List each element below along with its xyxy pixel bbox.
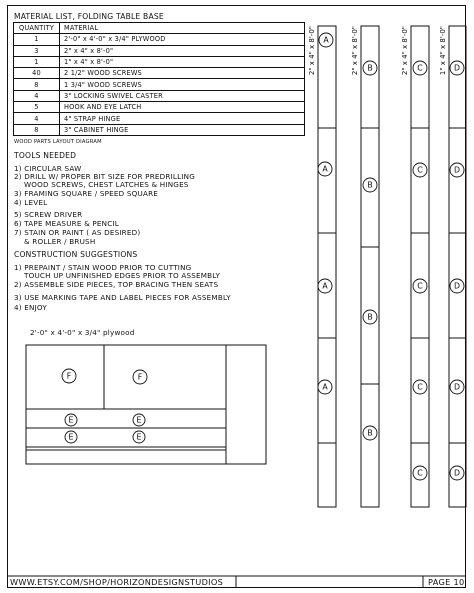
tool-line: 4) LEVEL	[14, 198, 48, 207]
plywood-label: 2'-0" x 4'-0" x 3/4" plywood	[30, 328, 135, 337]
material-cell: 3" CABINET HINGE	[60, 124, 305, 135]
column-header-quantity: QUANTITY	[14, 23, 60, 34]
construction-line: 1) PREPAINT / STAIN WOOD PRIOR TO CUTTING	[14, 263, 192, 272]
board-a	[318, 26, 336, 507]
construction-line: TOUCH UP UNFINISHED EDGES PRIOR TO ASSEMBLY	[24, 271, 221, 280]
board-size-label: 1" x 4" x 8'-0"	[439, 26, 447, 76]
board-size-label: 2" x 4" x 8'-0"	[308, 26, 316, 76]
construction-line: 4) ENJOY	[14, 303, 47, 312]
quantity-cell: 8	[14, 124, 60, 135]
tool-line: 6) TAPE MEASURE & PENCIL	[14, 219, 119, 228]
material-cell: 2" x 4" x 8'-0"	[60, 45, 305, 56]
quantity-cell: 8	[14, 79, 60, 90]
part-letter: D	[453, 165, 461, 175]
quantity-cell: 1	[14, 56, 60, 67]
part-letter: F	[137, 372, 143, 382]
part-letter: C	[417, 382, 423, 392]
plywood-sheet	[26, 345, 266, 464]
part-letter: E	[136, 432, 142, 442]
part-letter: B	[367, 63, 373, 73]
part-letter: E	[68, 415, 74, 425]
part-letter: A	[322, 281, 328, 291]
quantity-cell: 5	[14, 102, 60, 113]
part-letter: A	[322, 164, 328, 174]
material-cell: 2 1/2" WOOD SCREWS	[60, 68, 305, 79]
quantity-cell: 1	[14, 34, 60, 45]
part-letter: B	[367, 180, 373, 190]
material-cell: 3" LOCKING SWIVEL CASTER	[60, 90, 305, 101]
material-list-title: MATERIAL LIST, FOLDING TABLE BASE	[14, 12, 164, 21]
part-letter: D	[453, 63, 461, 73]
part-letter: A	[323, 35, 329, 45]
part-letter: C	[417, 281, 423, 291]
part-letter: B	[367, 312, 373, 322]
tool-line: 7) STAIN OR PAINT ( AS DESIRED)	[14, 228, 141, 237]
part-letter: C	[417, 468, 423, 478]
material-cell: 1 3/4" WOOD SCREWS	[60, 79, 305, 90]
part-letter: F	[66, 371, 72, 381]
layout-diagram-caption: WOOD PARTS LAYOUT DIAGRAM	[14, 139, 102, 145]
part-letter: C	[417, 165, 423, 175]
construction-heading: CONSTRUCTION SUGGESTIONS	[14, 250, 138, 259]
quantity-cell: 40	[14, 68, 60, 79]
material-cell: 1" x 4" x 8'-0"	[60, 56, 305, 67]
column-header-material: MATERIAL	[60, 23, 305, 34]
material-cell: HOOK AND EYE LATCH	[60, 102, 305, 113]
quantity-cell: 4	[14, 90, 60, 101]
part-letter: E	[136, 415, 142, 425]
construction-line: 2) ASSEMBLE SIDE PIECES, TOP BRACING THEN SEATS	[14, 280, 219, 289]
quantity-cell: 4	[14, 113, 60, 124]
board-size-label: 2" x 4" x 8'-0"	[351, 26, 359, 76]
part-letter: D	[453, 281, 461, 291]
board-c	[411, 26, 429, 507]
tool-line: 1) CIRCULAR SAW	[14, 164, 82, 173]
tools-heading: TOOLS NEEDED	[14, 151, 77, 160]
part-letter: C	[417, 63, 423, 73]
part-letter: D	[453, 468, 461, 478]
tool-line: 5) SCREW DRIVER	[14, 210, 83, 219]
part-letter: A	[322, 382, 328, 392]
quantity-cell: 3	[14, 45, 60, 56]
construction-line: 3) USE MARKING TAPE AND LABEL PIECES FOR ASSEMBLY	[14, 293, 231, 302]
part-letter: B	[367, 428, 373, 438]
part-letter: E	[68, 432, 74, 442]
material-cell: 2'-0" x 4'-0" x 3/4" PLYWOOD	[60, 34, 305, 45]
tool-line: WOOD SCREWS, CHEST LATCHES & HINGES	[24, 180, 189, 189]
page-number: PAGE 10	[428, 577, 465, 587]
shop-url: WWW.ETSY.COM/SHOP/HORIZONDESIGNSTUDIOS	[10, 577, 224, 587]
material-cell: 4" STRAP HINGE	[60, 113, 305, 124]
board-size-label: 2" x 4" x 8'-0"	[401, 26, 409, 76]
part-letter: D	[453, 382, 461, 392]
tool-line: & ROLLER / BRUSH	[24, 237, 96, 246]
board-d	[449, 26, 466, 507]
tool-line: 3) FRAMING SQUARE / SPEED SQUARE	[14, 189, 159, 198]
tool-line: 2) DRILL W/ PROPER BIT SIZE FOR PREDRILLING	[14, 172, 195, 181]
